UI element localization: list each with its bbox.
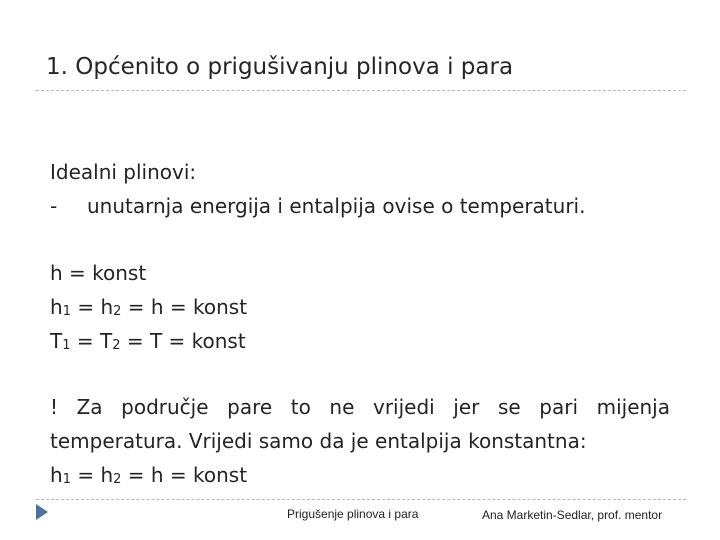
note-line-2: temperatura. Vrijedi samo da je entalpija konstantna:	[50, 429, 587, 453]
bullet-line	[50, 189, 670, 223]
ideal-gases-block	[50, 155, 670, 223]
bullet-text: unutarnja energija i entalpija ovise o temperaturi.	[87, 194, 586, 218]
equation-h1-h2-vapour	[50, 458, 670, 492]
footer-author: Ana Marketin-Sedlar, prof. mentor	[482, 508, 663, 522]
dash-bullet: -	[50, 194, 58, 218]
equations-block	[50, 256, 670, 358]
title-divider	[36, 90, 686, 91]
eq-subscript: 2	[113, 472, 122, 487]
equation-h1-h2	[50, 290, 670, 324]
eq-symbol: T	[50, 329, 63, 353]
footer-title: Prigušenje plinova i para	[287, 507, 419, 521]
triangle-arrow-icon	[36, 504, 48, 520]
eq-symbol: = h	[70, 295, 114, 319]
eq-rest: = T = konst	[120, 329, 246, 353]
equation-h-konst: h = konst	[50, 261, 147, 285]
eq-symbol: = T	[70, 329, 113, 353]
eq-subscript: 1	[62, 338, 71, 353]
footer-divider	[36, 499, 686, 500]
note-line-1: ! Za područje pare to ne vrijedi jer se pari mijenja	[50, 395, 670, 419]
equation-t1-t2	[50, 324, 670, 358]
vapour-note-block	[50, 390, 670, 492]
slide-title: 1. Općenito o prigušivanju plinova i para	[46, 54, 514, 80]
eq-symbol: = h	[70, 463, 114, 487]
eq-subscript: 1	[62, 304, 71, 319]
eq-subscript: 1	[62, 472, 71, 487]
eq-symbol: h	[50, 295, 63, 319]
eq-rest: = h = konst	[121, 463, 248, 487]
eq-subscript: 2	[112, 338, 121, 353]
eq-rest: = h = konst	[121, 295, 248, 319]
eq-subscript: 2	[113, 304, 122, 319]
eq-symbol: h	[50, 463, 63, 487]
ideal-gases-heading: Idealni plinovi:	[50, 160, 197, 184]
